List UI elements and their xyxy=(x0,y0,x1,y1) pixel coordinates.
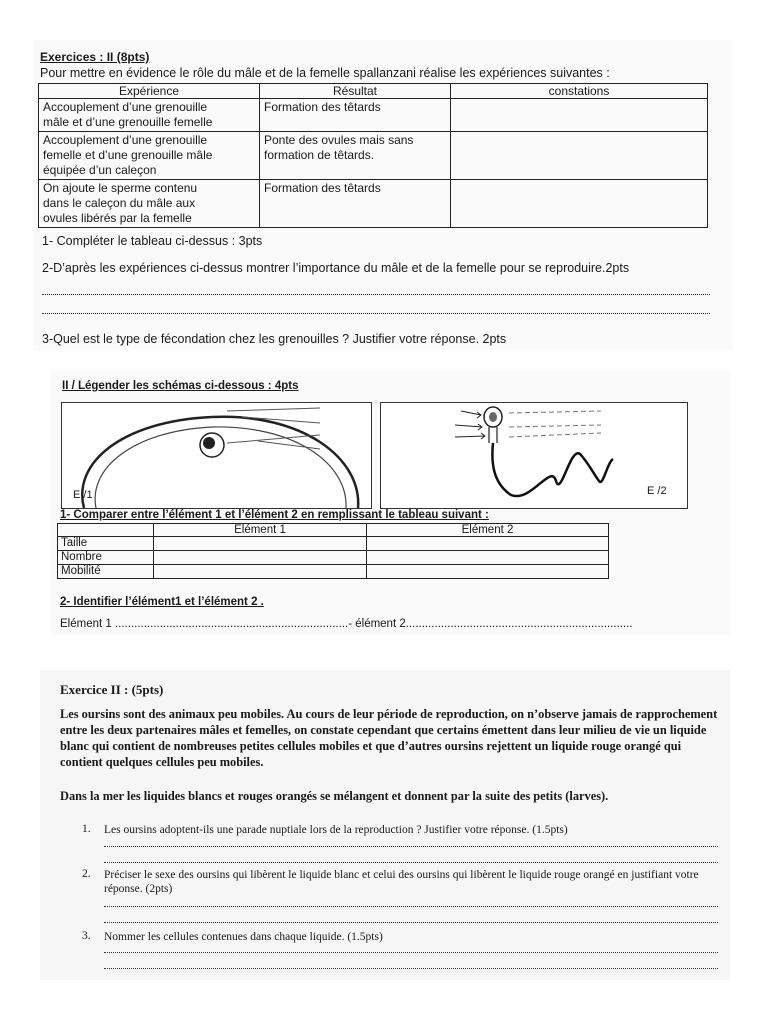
row-label-taille: Taille xyxy=(58,537,154,551)
exercise-1-intro: Pour mettre en évidence le rôle du mâle et de la femelle spallanzani réalise les expériences suivantes : xyxy=(40,66,610,80)
figure-2-label: E /2 xyxy=(647,485,667,497)
answer-line[interactable] xyxy=(104,968,718,969)
egg-outer-membrane xyxy=(82,417,358,508)
experience-text: ovules libérés par la femelle xyxy=(43,211,192,225)
question-1: 1- Compléter le tableau ci-dessus : 3pts xyxy=(42,234,263,248)
compare-question: 1- Comparer entre l’élément 1 et l’élément 2 en remplissant le tableau suivant : xyxy=(60,509,489,521)
q2-text: Préciser le sexe des oursins qui libèrent le liquide blanc et celui des oursins qui libèrent le liquide rouge orangé en justifiant votre réponse. (2pts) xyxy=(104,869,699,895)
comparison-table xyxy=(57,523,609,579)
sperm-cell-diagram xyxy=(381,403,687,508)
experience-text: dans le caleçon du mâle aux xyxy=(43,196,196,210)
answer-line[interactable] xyxy=(104,922,718,923)
exercise-3-title: Exercice II : (5pts) xyxy=(60,682,164,697)
answer-line[interactable] xyxy=(42,294,710,295)
q1-text: Les oursins adoptent-ils une parade nuptiale lors de la reproduction ? Justifier votre réponse. (1.5pts) xyxy=(104,824,568,836)
experience-text: Accouplement d’une grenouille xyxy=(43,133,208,147)
table-row xyxy=(58,565,609,579)
constatation-cell[interactable] xyxy=(451,99,708,132)
identify-answer-line[interactable]: Elément 1 .........................................................................- élément 2....................................................................... xyxy=(60,618,633,630)
experiments-table xyxy=(38,83,708,228)
row-label-mobilite: Mobilité xyxy=(58,565,154,579)
experience-text: équipée d’un caleçon xyxy=(43,163,157,177)
answer-line[interactable] xyxy=(104,846,718,847)
header-experience: Expérience xyxy=(39,84,260,99)
table-row xyxy=(58,551,609,565)
header-constations: constations xyxy=(451,84,708,99)
result-text: Ponte des ovules mais sans xyxy=(264,133,414,147)
header-resultat: Résultat xyxy=(260,84,451,99)
answer-cell[interactable] xyxy=(154,551,367,565)
cmp-header-element-2: Elément 2 xyxy=(367,524,609,537)
q1-number: 1. xyxy=(82,823,91,835)
experience-text: On ajoute le sperme contenu xyxy=(43,181,198,195)
result-text: formation de têtards. xyxy=(264,148,375,162)
cmp-header-blank xyxy=(58,524,154,537)
table-row xyxy=(39,99,708,132)
answer-line[interactable] xyxy=(104,862,718,863)
q2-number: 2. xyxy=(82,868,91,880)
identify-question: 2- Identifier l’élément1 et l’élément 2 . xyxy=(60,596,264,608)
answer-cell[interactable] xyxy=(154,537,367,551)
answer-cell[interactable] xyxy=(154,565,367,579)
table-row xyxy=(58,537,609,551)
figure-egg-cell xyxy=(61,402,372,509)
question-2: 2-D’après les expériences ci-dessus montrer l’importance du mâle et de la femelle pour se reproduire.2pts xyxy=(42,261,630,275)
answer-line[interactable] xyxy=(42,313,710,314)
exercise-3-paragraph-1: Les oursins sont des animaux peu mobiles. Au cours de leur période de reproduction, on n’observe jamais de rapprochement entre les deux partenaires mâles et femelles, on constate cependant que certains émettent dans leur milieu de vie un liquide blanc qui contient de nombreuses petites cellules mobiles et que d’autres oursins rejettent un liquide rouge orangé qui contient quelques cellules peu mobiles. xyxy=(60,707,718,769)
cmp-header-element-1: Elément 1 xyxy=(154,524,367,537)
nucleus-core xyxy=(203,437,215,449)
sperm-flagellum xyxy=(492,443,613,496)
answer-cell[interactable] xyxy=(367,565,609,579)
answer-line[interactable] xyxy=(104,952,718,953)
q3-number: 3. xyxy=(82,930,91,942)
row-label-nombre: Nombre xyxy=(58,551,154,565)
figure-1-label: E /1 xyxy=(73,489,93,501)
experience-text: mâle et d’une grenouille femelle xyxy=(43,115,213,129)
figure-sperm-cell xyxy=(380,402,688,509)
result-text: Formation des têtards xyxy=(264,100,381,114)
exercise-1-title: Exercices : II (8pts) xyxy=(40,50,150,64)
answer-cell[interactable] xyxy=(367,551,609,565)
exercise-3-paragraph-2: Dans la mer les liquides blancs et rouges orangés se mélangent et donnent par la suite des petits (larves). xyxy=(60,789,609,803)
answer-line[interactable] xyxy=(104,906,718,907)
constatation-cell[interactable] xyxy=(451,132,708,180)
constatation-cell[interactable] xyxy=(451,180,708,228)
schema-title: II / Légender les schémas ci-dessous : 4pts xyxy=(62,380,299,392)
table-row xyxy=(39,132,708,180)
table-row xyxy=(39,180,708,228)
q3-text: Nommer les cellules contenues dans chaque liquide. (1.5pts) xyxy=(104,931,383,943)
result-text: Formation des têtards xyxy=(264,181,381,195)
question-3: 3-Quel est le type de fécondation chez les grenouilles ? Justifier votre réponse. 2pts xyxy=(42,332,507,346)
experience-text: femelle et d’une grenouille mâle xyxy=(43,148,213,162)
experience-text: Accouplement d’une grenouille xyxy=(43,100,208,114)
answer-cell[interactable] xyxy=(367,537,609,551)
egg-cell-diagram xyxy=(62,403,371,508)
